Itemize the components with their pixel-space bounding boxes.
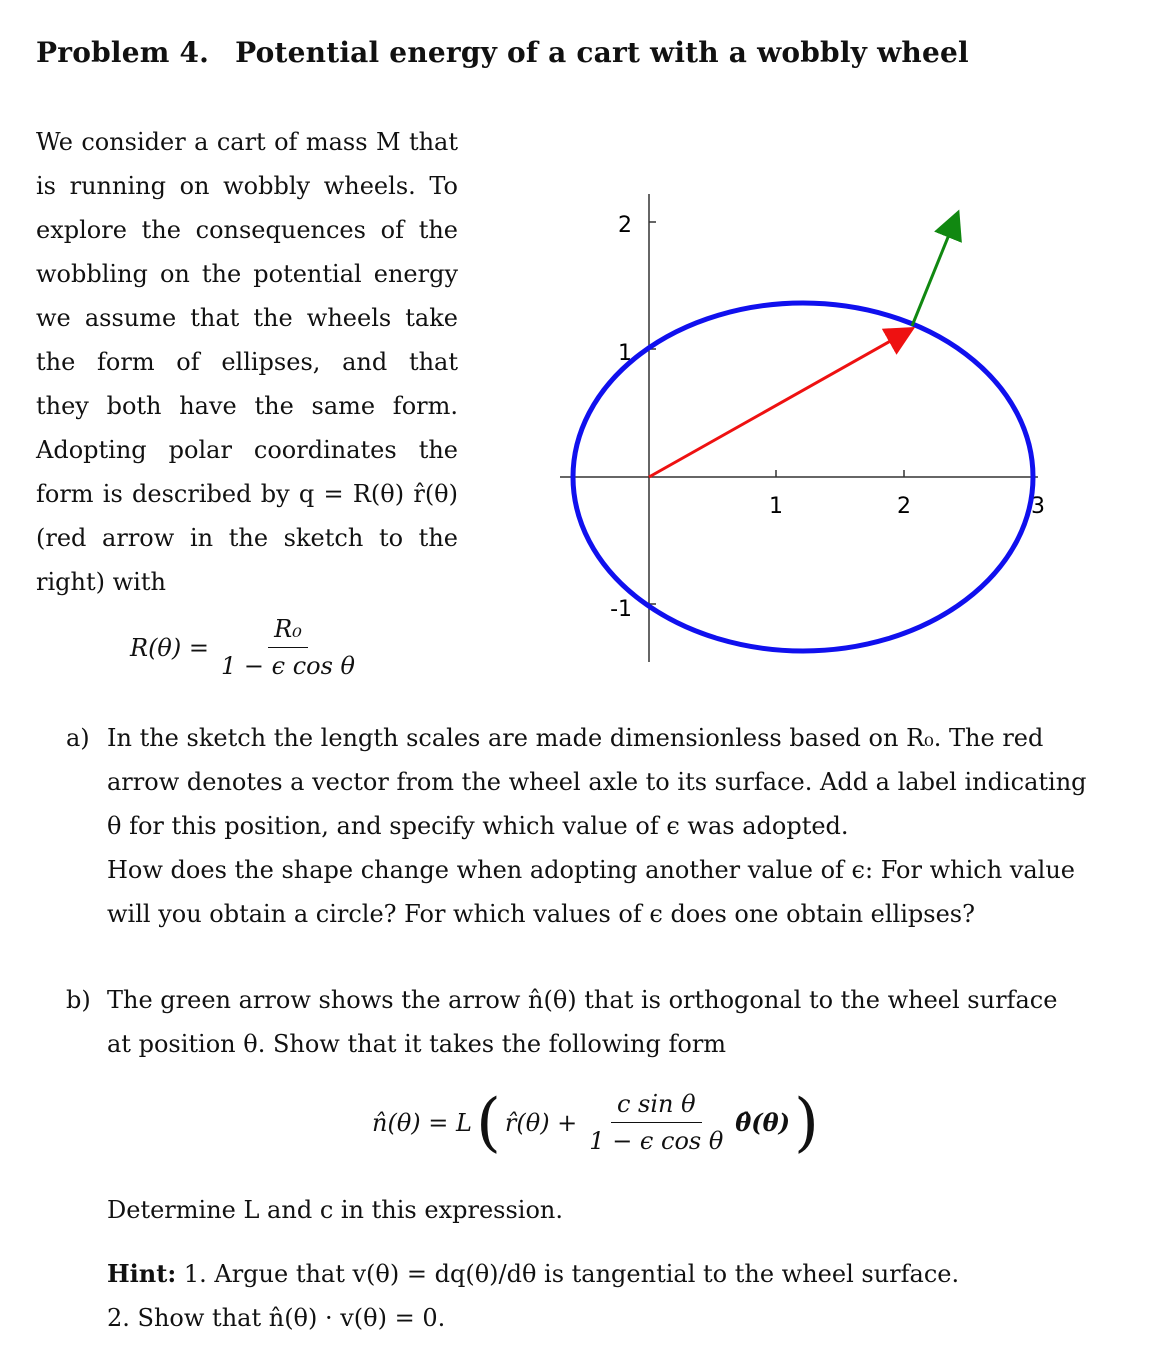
intro-line: form is described by q = R(θ) r̂(θ) xyxy=(36,480,458,508)
part-a-line: θ for this position, and specify which value of ϵ was adopted. xyxy=(107,812,849,840)
y-tick-label: 2 xyxy=(618,213,632,238)
x-tick-label: 1 xyxy=(769,494,783,519)
intro-paragraph xyxy=(36,120,458,604)
part-b-line: at position θ. Show that it takes the following form xyxy=(107,1030,727,1058)
equation-term: θ̂(θ) xyxy=(735,1108,791,1137)
part-b xyxy=(66,978,1096,1066)
x-tick-label: 3 xyxy=(1031,494,1045,519)
intro-line: Adopting polar coordinates the xyxy=(36,436,458,464)
intro-line: we assume that the wheels take xyxy=(36,304,458,332)
part-b-line: The green arrow shows the arrow n̂(θ) that is orthogonal to the wheel surface xyxy=(107,986,1058,1014)
equation-term: r̂(θ) + xyxy=(504,1108,578,1137)
part-a xyxy=(66,716,1096,936)
intro-line: wobbling on the potential energy xyxy=(36,260,458,288)
part-a-line: In the sketch the length scales are made dimensionless based on R₀. The red xyxy=(107,724,1044,752)
normal-vector-arrow xyxy=(912,215,957,326)
part-a-line: arrow denotes a vector from the wheel axle to its surface. Add a label indicating xyxy=(107,768,1087,796)
fraction-numerator: R₀ xyxy=(268,615,308,648)
intro-line: We consider a cart of mass M that xyxy=(36,128,458,156)
determine-text: Determine L and c in this expression. xyxy=(107,1196,563,1224)
normal-equation xyxy=(372,1085,823,1160)
part-b-label: b) xyxy=(66,986,91,1014)
right-paren: ) xyxy=(794,1085,819,1160)
intro-line: (red arrow in the sketch to the xyxy=(36,524,458,552)
hint-label: Hint: xyxy=(107,1259,177,1288)
y-tick-label: -1 xyxy=(610,597,632,622)
problem-heading: Potential energy of a cart with a wobbly wheel xyxy=(235,36,969,69)
intro-line: is running on wobbly wheels. To xyxy=(36,172,458,200)
fraction-denominator: 1 − ϵ cos θ xyxy=(589,1127,724,1155)
fraction-denominator: 1 − ϵ cos θ xyxy=(220,652,355,680)
intro-line: explore the consequences of the xyxy=(36,216,458,244)
hint-block xyxy=(107,1252,1107,1340)
problem-title xyxy=(36,36,969,69)
problem-number: Problem 4. xyxy=(36,36,210,69)
fraction-numerator: c sin θ xyxy=(611,1090,702,1123)
intro-line: the form of ellipses, and that xyxy=(36,348,458,376)
position-vector-arrow xyxy=(649,330,910,477)
hint-line: 2. Show that n̂(θ) · v(θ) = 0. xyxy=(107,1304,446,1332)
y-tick-label: 1 xyxy=(618,341,632,366)
fraction xyxy=(215,615,361,680)
radius-equation xyxy=(130,615,367,680)
x-tick-label: 2 xyxy=(897,494,911,519)
hint-line: 1. Argue that v(θ) = dq(θ)/dθ is tangential to the wheel surface. xyxy=(183,1260,960,1288)
equation-lhs: R(θ) = xyxy=(130,633,209,662)
ellipse-sketch xyxy=(560,190,1050,670)
equation-lhs: n̂(θ) = L xyxy=(372,1108,472,1137)
part-a-line: How does the shape change when adopting another value of ϵ: For which value xyxy=(107,856,1075,884)
intro-line: right) with xyxy=(36,568,166,596)
fraction xyxy=(583,1090,729,1155)
left-paren: ( xyxy=(475,1085,501,1160)
part-a-line: will you obtain a circle? For which values of ϵ does one obtain ellipses? xyxy=(107,900,975,928)
intro-line: they both have the same form. xyxy=(36,392,458,420)
part-a-label: a) xyxy=(66,724,90,752)
